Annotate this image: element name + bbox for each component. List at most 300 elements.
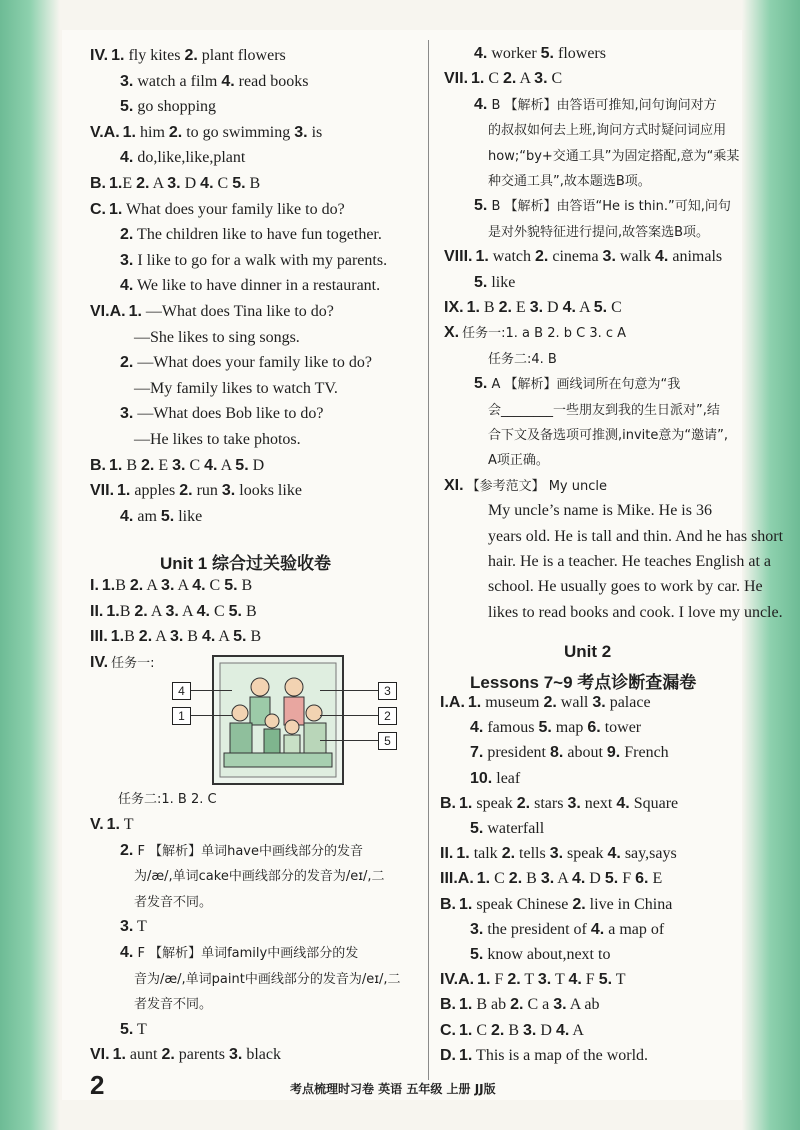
answer-text: 2. — [501, 845, 516, 863]
answer-text: 2. — [129, 577, 144, 594]
answer-line — [488, 527, 783, 547]
answer-line — [444, 247, 722, 267]
answer-text: E — [648, 870, 663, 888]
answer-text: French — [620, 744, 669, 762]
answer-line — [488, 603, 783, 623]
answer-line — [440, 895, 672, 915]
answer-text: 4. — [470, 719, 484, 737]
answer-text: D — [248, 456, 265, 474]
answer-text: 4. — [568, 971, 582, 989]
answer-line — [90, 174, 260, 194]
answer-line — [120, 225, 382, 245]
section-label: VI.A. — [90, 303, 126, 320]
figure-label-box: 1 — [172, 707, 191, 725]
answer-text: A项正确。 — [488, 453, 549, 469]
answer-text: F — [618, 870, 636, 888]
answer-text: 5. — [474, 197, 488, 215]
section-label: B. — [90, 175, 106, 192]
answer-text: —He likes to take photos. — [134, 431, 301, 448]
answer-text: I like to go for a walk with my parents. — [133, 251, 388, 269]
answer-text: A — [147, 602, 166, 620]
answer-text: 5. — [474, 273, 488, 291]
answer-text: go shopping — [133, 98, 217, 116]
answer-line — [120, 97, 216, 117]
answer-text: —My family likes to watch TV. — [134, 379, 338, 397]
answer-text: tells — [515, 845, 550, 863]
answer-line — [120, 1020, 147, 1040]
answer-text: A — [217, 456, 236, 474]
answer-text: 3. — [549, 845, 564, 863]
answer-text: 3. — [602, 248, 616, 266]
answer-line — [120, 353, 372, 373]
section-label: V. — [90, 816, 104, 833]
task2-line: 任务二:1. B 2. C — [118, 792, 217, 807]
answer-text: E — [154, 456, 173, 474]
answer-text: 2. — [508, 870, 523, 888]
answer-line — [440, 1046, 648, 1066]
answer-text: 5. — [604, 870, 619, 888]
answer-text: 4. — [616, 794, 630, 812]
answer-text: 1. — [456, 845, 470, 863]
answer-text: 1. — [471, 70, 485, 88]
answer-text: 8. — [550, 744, 564, 762]
section-label: X. — [444, 324, 460, 342]
answer-line — [120, 276, 380, 296]
answer-text: do,like,like,plant — [133, 149, 246, 167]
answer-text: T — [520, 971, 538, 989]
answer-text: the president of — [483, 920, 591, 938]
answer-text: 3. — [470, 920, 484, 938]
answer-text: 5. — [474, 375, 488, 393]
answer-text: A — [569, 1021, 584, 1039]
answer-text: 3. — [120, 72, 134, 90]
answer-text: 5. — [598, 971, 613, 989]
answer-text: 1. — [106, 816, 120, 833]
answer-text: B — [183, 628, 202, 646]
answer-text: like — [487, 273, 516, 291]
answer-text: speak — [472, 794, 517, 812]
answer-text: B — [246, 628, 262, 646]
answer-text: tower — [600, 719, 642, 737]
section-label: III. — [90, 628, 108, 646]
answer-line — [440, 693, 651, 713]
section-label: B. — [440, 794, 456, 812]
answer-text: A ab — [566, 996, 600, 1014]
answer-text: 4. — [120, 944, 134, 961]
answer-text: 者发音不同。 — [134, 997, 213, 1013]
answer-line — [90, 576, 252, 596]
answer-line — [134, 866, 385, 887]
answer-line — [488, 222, 709, 243]
answer-text: how;“by+交通工具”为固定搭配,意为“乘某 — [488, 148, 740, 164]
answer-text: A — [143, 577, 162, 594]
answer-text: 3. — [120, 405, 134, 423]
answer-text: 1. — [466, 299, 480, 316]
answer-line — [444, 298, 622, 318]
answer-text: 4. — [655, 248, 669, 266]
answer-text: 者发音不同。 — [134, 894, 213, 910]
section-label: B. — [90, 456, 106, 474]
answer-text: 1. — [459, 895, 473, 913]
answer-text: We like to have dinner in a restaurant. — [133, 277, 381, 295]
answer-text: live in China — [585, 895, 673, 913]
answer-text: 10. — [470, 769, 493, 787]
answer-line — [90, 200, 345, 220]
answer-text: C — [472, 1021, 492, 1039]
answer-text: —What does your family like to do? — [133, 354, 372, 372]
answer-line — [488, 501, 712, 521]
answer-text: 4. — [555, 1021, 570, 1039]
answer-line — [444, 69, 562, 89]
answer-text: 4. — [192, 577, 206, 594]
page-number: 2 — [90, 1070, 105, 1100]
unit2-subtitle: Lessons 7~9 考点诊断查漏卷 — [470, 673, 697, 692]
answer-text: C — [205, 577, 225, 594]
answer-text: 1. — [459, 1021, 473, 1039]
answer-text: palace — [605, 694, 651, 711]
answer-text: watch a film — [133, 72, 222, 90]
answer-text: 5. — [233, 628, 247, 646]
answer-text: 9. — [606, 744, 621, 762]
answer-text: 3. — [592, 694, 606, 711]
answer-text: 3. — [553, 996, 567, 1014]
answer-text: fly kites — [124, 47, 185, 64]
answer-text: C — [490, 870, 509, 888]
answer-text: 5. — [232, 175, 246, 192]
answer-text: C — [484, 70, 504, 88]
answer-text: 的叔叔如何去上班,询问方式时疑问词应用 — [488, 123, 727, 139]
answer-text: president — [483, 744, 550, 762]
answer-text: F — [490, 971, 508, 989]
answer-text: hair. He is a teacher. He teaches English at a — [488, 553, 771, 570]
answer-text: 5. — [228, 602, 242, 620]
answer-text: looks like — [235, 482, 302, 500]
answer-text: My uncle’s name is Mike. He is 36 — [488, 502, 712, 520]
answer-text: 1. — [111, 47, 125, 64]
answer-text: B — [242, 602, 257, 620]
answer-line — [134, 328, 300, 348]
section-label: XI. — [444, 476, 464, 494]
answer-text: A — [516, 70, 535, 88]
answer-line — [90, 653, 154, 674]
answer-text: apples — [130, 482, 180, 500]
answer-text: 2. — [141, 456, 155, 474]
answer-text: D — [536, 1021, 556, 1039]
answer-line — [90, 602, 257, 622]
answer-text: E — [122, 175, 137, 192]
answer-text: T — [612, 971, 626, 989]
answer-text: 2. — [543, 694, 557, 711]
answer-text: C a — [523, 996, 554, 1014]
answer-text: 1. — [117, 482, 131, 500]
answer-line — [444, 476, 607, 497]
answer-text: likes to read books and cook. I love my uncle. — [488, 603, 783, 621]
answer-text: 1. — [477, 971, 491, 989]
answer-text: 3. — [161, 577, 175, 594]
answer-text: walk — [615, 248, 655, 266]
section-label: I.A. — [440, 694, 465, 711]
answer-line — [440, 794, 678, 814]
section-label: B. — [440, 895, 456, 913]
answer-text: 任务二:4. B — [488, 351, 557, 367]
answer-text: B — [479, 299, 499, 316]
answer-text: 6. — [635, 870, 649, 888]
answer-line — [120, 943, 358, 964]
answer-text: 2. — [507, 971, 521, 989]
answer-line — [134, 379, 338, 399]
answer-text: T — [133, 1020, 147, 1038]
answer-text: B — [245, 175, 261, 192]
answer-text: 3. — [567, 794, 581, 812]
section-label: III.A. — [440, 870, 474, 888]
answer-line — [488, 146, 739, 167]
section-label: IX. — [444, 299, 464, 316]
answer-text: 1. — [476, 870, 491, 888]
answer-text: 2. — [510, 996, 524, 1014]
answer-text: 2. — [516, 794, 531, 812]
answer-line — [90, 456, 264, 476]
answer-text: T — [120, 816, 134, 833]
answer-text: 2. — [572, 895, 586, 913]
answer-text: 3. — [229, 1046, 243, 1064]
answer-line — [120, 148, 245, 168]
answer-text: 2. — [168, 123, 183, 141]
answer-text: 5. — [470, 820, 484, 837]
answer-text: 5. — [540, 45, 554, 62]
answer-line — [470, 743, 669, 763]
answer-text: C — [213, 175, 233, 192]
answer-text: 4. — [562, 299, 576, 316]
answer-text: him — [136, 123, 169, 141]
answer-text: 3. — [221, 482, 236, 500]
answer-text: leaf — [492, 769, 521, 787]
answer-text: C — [607, 299, 622, 316]
answer-text: 5. — [470, 946, 484, 963]
answer-text: A — [149, 175, 168, 192]
unit1-title: Unit 1 综合过关验收卷 — [160, 554, 331, 573]
answer-text: parents — [174, 1046, 229, 1064]
answer-text: 2. — [179, 482, 193, 500]
section-label: V.A. — [90, 123, 120, 141]
answer-text: 3. — [523, 1021, 537, 1039]
answer-text: 2. — [184, 47, 198, 64]
answer-text: 2. — [138, 628, 153, 646]
answer-text: 1. — [106, 602, 120, 620]
answer-text: F 【解析】单词family中画线部分的发 — [133, 946, 359, 961]
answer-text: worker — [487, 45, 541, 62]
figure-label-box: 3 — [378, 682, 397, 700]
answer-text: B ab — [472, 996, 511, 1014]
answer-line — [488, 425, 728, 446]
answer-text: 5. — [224, 577, 238, 594]
family-illustration — [214, 657, 342, 783]
figure-label-box: 4 — [172, 682, 191, 700]
answer-text: 2. — [136, 175, 150, 192]
answer-text: 4. — [120, 507, 134, 525]
section-label: IV.A. — [440, 971, 475, 989]
answer-text: 5. — [120, 98, 134, 116]
answer-text: 1. — [112, 1046, 126, 1064]
answer-text: about — [563, 744, 607, 762]
answer-text: speak — [563, 845, 608, 863]
answer-text: run — [192, 482, 222, 500]
answer-text: F 【解析】单词have中画线部分的发音 — [133, 843, 363, 859]
answer-text: 1. — [109, 200, 123, 218]
answer-text: 为/æ/,单词cake中画线部分的发音为/eɪ/,二 — [134, 869, 385, 885]
answer-line — [90, 123, 322, 143]
answer-text: a map of — [604, 920, 665, 938]
answer-text: museum — [481, 694, 544, 711]
answer-text: 2. — [120, 226, 134, 244]
answer-text: F — [581, 971, 599, 989]
answer-text: 3. — [169, 628, 184, 646]
answer-text: D — [180, 175, 201, 192]
answer-text: am — [133, 507, 161, 525]
answer-line — [440, 844, 677, 864]
answer-text: 1. — [109, 175, 123, 192]
answer-text: A — [215, 628, 234, 646]
answer-text: aunt — [125, 1046, 162, 1064]
answer-text: T — [133, 918, 147, 936]
section-label: C. — [440, 1021, 456, 1039]
answer-text: 1. — [459, 794, 473, 812]
answer-text: 2. — [535, 248, 549, 266]
answer-text: B — [119, 602, 135, 620]
answer-text: 任务一: — [111, 655, 155, 671]
section-label: B. — [440, 996, 456, 1014]
answer-text: 3. — [120, 251, 134, 269]
section-label: VII. — [444, 70, 469, 88]
answer-text: 3. — [529, 299, 544, 316]
answer-text: 4. — [590, 920, 605, 938]
answer-text: 1. — [122, 123, 136, 141]
answer-text: 4. — [474, 95, 488, 113]
answer-text: speak Chinese — [472, 895, 573, 913]
answer-text: 种交通工具”,故本题选B项。 — [488, 174, 651, 189]
answer-line — [488, 577, 763, 597]
section-label: C. — [90, 200, 106, 218]
answer-text: talk — [469, 845, 502, 863]
answer-text: What does your family like to do? — [122, 200, 345, 218]
answer-text: 4. — [474, 45, 488, 62]
answer-text: C — [185, 456, 205, 474]
answer-line — [474, 374, 680, 395]
section-label: VI. — [90, 1046, 110, 1064]
answer-text: map — [551, 719, 588, 737]
answer-text: 4. — [571, 870, 586, 888]
answer-text: This is a map of the world. — [472, 1046, 649, 1064]
answer-text: B — [124, 628, 139, 646]
answer-text: 3. — [534, 70, 548, 88]
answer-line — [488, 120, 726, 141]
answer-text: 1. — [110, 628, 125, 646]
answer-text: plant flowers — [197, 47, 286, 64]
answer-line — [90, 1045, 281, 1065]
answer-text: school. He usually goes to work by car. He — [488, 578, 763, 596]
answer-text: 2. — [134, 602, 148, 620]
answer-line — [120, 72, 308, 92]
answer-text: read books — [234, 72, 309, 90]
answer-line — [90, 627, 261, 647]
answer-text: B 【解析】由答语“He is thin.”可知,问句 — [487, 199, 731, 215]
answer-line — [488, 450, 549, 471]
answer-text: next — [580, 794, 617, 812]
answer-text: E — [511, 299, 530, 316]
answer-text: 1. — [128, 303, 142, 320]
answer-line — [134, 969, 401, 990]
answer-text: 1. — [467, 694, 482, 711]
answer-text: —She likes to sing songs. — [134, 328, 300, 346]
answer-text: 4. — [204, 456, 218, 474]
answer-text: like — [174, 507, 203, 525]
answer-text: famous — [483, 719, 539, 737]
family-figure — [212, 655, 344, 785]
answer-text: 4. — [607, 845, 621, 863]
answer-text: 5. — [538, 719, 552, 737]
answer-text: 2. — [503, 70, 517, 88]
answer-line — [470, 945, 610, 965]
answer-line — [470, 819, 544, 839]
section-label: IV. — [90, 47, 109, 64]
answer-text: 4. — [120, 277, 134, 295]
answer-text: 2. — [498, 299, 512, 316]
answer-text: A — [178, 602, 197, 620]
answer-text: 4. — [196, 602, 210, 620]
answer-line — [488, 171, 651, 192]
answer-text: C — [209, 602, 229, 620]
section-label: D. — [440, 1046, 456, 1064]
answer-text: 3. — [167, 175, 181, 192]
answer-line — [440, 995, 599, 1015]
answer-text: B — [522, 870, 541, 888]
answer-text: 3. — [537, 971, 552, 989]
answer-line — [90, 302, 334, 322]
answer-text: 2. — [120, 354, 134, 372]
answer-text: know about,next to — [483, 946, 611, 963]
answer-text: cinema — [548, 248, 603, 266]
answer-line — [470, 718, 641, 738]
answer-text: A — [554, 870, 572, 888]
answer-text: A — [575, 299, 594, 316]
answer-text: 2. — [120, 841, 134, 859]
answer-text: The children like to have fun together. — [133, 226, 382, 244]
answer-line — [470, 920, 664, 940]
answer-line — [440, 1021, 584, 1041]
answer-text: 1. — [109, 456, 123, 474]
answer-text: 4. — [200, 175, 214, 192]
answer-text: C — [547, 70, 563, 88]
answer-line — [474, 273, 515, 293]
answer-text: 任务一:1. a B 2. b C 3. c A — [462, 326, 627, 342]
answer-text: stars — [530, 794, 568, 812]
answer-text: flowers — [554, 45, 606, 62]
answer-text: years old. He is tall and thin. And he has short — [488, 527, 784, 545]
section-label: IV. — [90, 653, 109, 671]
answer-line — [470, 769, 520, 789]
answer-line — [120, 841, 363, 862]
answer-text: D — [543, 299, 563, 316]
answer-text: B — [122, 456, 142, 474]
answer-line — [134, 892, 212, 913]
answer-text: 【参考范文】 My uncle — [466, 478, 607, 494]
section-label: VIII. — [444, 248, 473, 266]
answer-text: 3. — [165, 602, 179, 620]
answer-line — [90, 481, 302, 501]
section-label: II. — [90, 602, 104, 620]
answer-text: 4. — [201, 628, 216, 646]
answer-line — [474, 95, 717, 116]
column-divider — [428, 40, 429, 1080]
